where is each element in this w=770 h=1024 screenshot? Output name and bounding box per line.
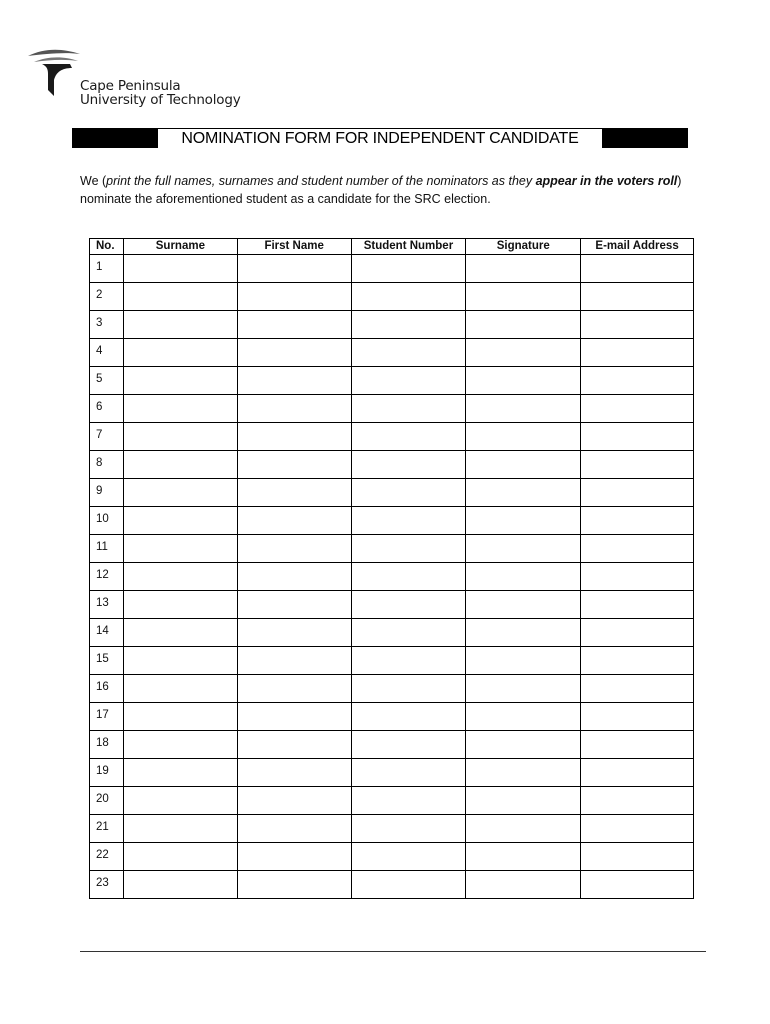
intro-we: We ( [80, 174, 107, 188]
student-number-field[interactable] [351, 367, 466, 395]
email-field[interactable] [581, 703, 694, 731]
signature-field[interactable] [466, 675, 581, 703]
table-row [90, 507, 694, 535]
first-name-field[interactable] [237, 759, 351, 787]
email-field[interactable] [581, 367, 694, 395]
header-no: No. [90, 239, 124, 255]
row-number: 13 [90, 591, 124, 619]
email-field[interactable] [581, 591, 694, 619]
email-field[interactable] [581, 563, 694, 591]
logo-text [80, 79, 241, 107]
email-field[interactable] [581, 283, 694, 311]
header-surname: Surname [123, 239, 237, 255]
table-row [90, 703, 694, 731]
surname-field[interactable] [123, 843, 237, 871]
surname-field[interactable] [123, 619, 237, 647]
email-field[interactable] [581, 395, 694, 423]
row-number: 23 [90, 871, 124, 899]
signature-field[interactable] [466, 787, 581, 815]
row-number: 4 [90, 339, 124, 367]
row-number: 10 [90, 507, 124, 535]
email-field[interactable] [581, 451, 694, 479]
surname-field[interactable] [123, 871, 237, 899]
table-row [90, 871, 694, 899]
row-number: 3 [90, 311, 124, 339]
student-number-field[interactable] [351, 843, 466, 871]
row-number: 14 [90, 619, 124, 647]
first-name-field[interactable] [237, 703, 351, 731]
student-number-field[interactable] [351, 787, 466, 815]
email-field[interactable] [581, 675, 694, 703]
surname-field[interactable] [123, 367, 237, 395]
table-row [90, 647, 694, 675]
table-row [90, 339, 694, 367]
first-name-field[interactable] [237, 311, 351, 339]
first-name-field[interactable] [237, 395, 351, 423]
row-number: 15 [90, 647, 124, 675]
student-number-field[interactable] [351, 423, 466, 451]
student-number-field[interactable] [351, 311, 466, 339]
table-row [90, 535, 694, 563]
email-field[interactable] [581, 759, 694, 787]
cput-logo [26, 46, 246, 110]
surname-field[interactable] [123, 731, 237, 759]
logo-line-2: University of Technology [80, 92, 241, 108]
cput-wing-logo-icon [26, 46, 86, 106]
first-name-field[interactable] [237, 339, 351, 367]
first-name-field[interactable] [237, 507, 351, 535]
signature-field[interactable] [466, 367, 581, 395]
email-field[interactable] [581, 479, 694, 507]
signature-field[interactable] [466, 871, 581, 899]
signature-field[interactable] [466, 759, 581, 787]
signature-field[interactable] [466, 451, 581, 479]
email-field[interactable] [581, 815, 694, 843]
signature-field[interactable] [466, 507, 581, 535]
signature-field[interactable] [466, 311, 581, 339]
surname-field[interactable] [123, 591, 237, 619]
email-field[interactable] [581, 423, 694, 451]
email-field[interactable] [581, 843, 694, 871]
first-name-field[interactable] [237, 731, 351, 759]
signature-field[interactable] [466, 255, 581, 283]
student-number-field[interactable] [351, 703, 466, 731]
row-number: 5 [90, 367, 124, 395]
row-number: 12 [90, 563, 124, 591]
intro-emphasis: appear in the voters roll [535, 174, 678, 188]
row-number: 2 [90, 283, 124, 311]
student-number-field[interactable] [351, 647, 466, 675]
row-number: 19 [90, 759, 124, 787]
row-number: 21 [90, 815, 124, 843]
surname-field[interactable] [123, 759, 237, 787]
first-name-field[interactable] [237, 591, 351, 619]
student-number-field[interactable] [351, 255, 466, 283]
first-name-field[interactable] [237, 479, 351, 507]
footer-divider [80, 951, 706, 952]
surname-field[interactable] [123, 563, 237, 591]
row-number: 16 [90, 675, 124, 703]
first-name-field[interactable] [237, 451, 351, 479]
table-row [90, 563, 694, 591]
signature-field[interactable] [466, 703, 581, 731]
row-number: 18 [90, 731, 124, 759]
student-number-field[interactable] [351, 535, 466, 563]
first-name-field[interactable] [237, 423, 351, 451]
student-number-field[interactable] [351, 591, 466, 619]
table-row [90, 423, 694, 451]
table-row [90, 843, 694, 871]
signature-field[interactable] [466, 591, 581, 619]
row-number: 8 [90, 451, 124, 479]
table-row [90, 451, 694, 479]
table-row [90, 367, 694, 395]
email-field[interactable] [581, 311, 694, 339]
first-name-field[interactable] [237, 675, 351, 703]
header-student-number: Student Number [351, 239, 466, 255]
title-bar [72, 128, 688, 148]
student-number-field[interactable] [351, 815, 466, 843]
signature-field[interactable] [466, 619, 581, 647]
signature-field[interactable] [466, 647, 581, 675]
surname-field[interactable] [123, 703, 237, 731]
first-name-field[interactable] [237, 367, 351, 395]
email-field[interactable] [581, 535, 694, 563]
row-number: 17 [90, 703, 124, 731]
first-name-field[interactable] [237, 871, 351, 899]
student-number-field[interactable] [351, 731, 466, 759]
surname-field[interactable] [123, 479, 237, 507]
signature-field[interactable] [466, 395, 581, 423]
table-row [90, 815, 694, 843]
email-field[interactable] [581, 731, 694, 759]
header-email: E-mail Address [581, 239, 694, 255]
email-field[interactable] [581, 339, 694, 367]
student-number-field[interactable] [351, 339, 466, 367]
row-number: 22 [90, 843, 124, 871]
surname-field[interactable] [123, 423, 237, 451]
email-field[interactable] [581, 647, 694, 675]
surname-field[interactable] [123, 283, 237, 311]
student-number-field[interactable] [351, 759, 466, 787]
header-first-name: First Name [237, 239, 351, 255]
table-header-row [90, 239, 694, 255]
surname-field[interactable] [123, 311, 237, 339]
table-row [90, 759, 694, 787]
surname-field[interactable] [123, 507, 237, 535]
signature-field[interactable] [466, 339, 581, 367]
student-number-field[interactable] [351, 395, 466, 423]
student-number-field[interactable] [351, 479, 466, 507]
surname-field[interactable] [123, 647, 237, 675]
logo-line-1: Cape Peninsula [80, 78, 181, 94]
row-number: 7 [90, 423, 124, 451]
first-name-field[interactable] [237, 619, 351, 647]
intro-text [80, 172, 720, 208]
intro-line-2: nominate the aforementioned student as a candidate for the SRC election. [80, 192, 491, 206]
student-number-field[interactable] [351, 619, 466, 647]
table-row [90, 731, 694, 759]
nominators-table [89, 238, 694, 899]
intro-line-1 [80, 172, 720, 190]
header-signature: Signature [466, 239, 581, 255]
table-row [90, 619, 694, 647]
form-title: NOMINATION FORM FOR INDEPENDENT CANDIDATE [158, 129, 602, 148]
surname-field[interactable] [123, 787, 237, 815]
surname-field[interactable] [123, 395, 237, 423]
first-name-field[interactable] [237, 535, 351, 563]
signature-field[interactable] [466, 423, 581, 451]
surname-field[interactable] [123, 339, 237, 367]
student-number-field[interactable] [351, 283, 466, 311]
first-name-field[interactable] [237, 647, 351, 675]
table-row [90, 395, 694, 423]
table-row [90, 283, 694, 311]
student-number-field[interactable] [351, 675, 466, 703]
table-row [90, 787, 694, 815]
signature-field[interactable] [466, 479, 581, 507]
first-name-field[interactable] [237, 787, 351, 815]
signature-field[interactable] [466, 843, 581, 871]
email-field[interactable] [581, 255, 694, 283]
signature-field[interactable] [466, 283, 581, 311]
table-row [90, 591, 694, 619]
intro-close: ) [677, 174, 682, 188]
surname-field[interactable] [123, 815, 237, 843]
table-row [90, 675, 694, 703]
email-field[interactable] [581, 871, 694, 899]
table-row [90, 311, 694, 339]
signature-field[interactable] [466, 731, 581, 759]
intro-instruction: print the full names, surnames and student number of the nominators as they [106, 174, 536, 188]
email-field[interactable] [581, 787, 694, 815]
signature-field[interactable] [466, 563, 581, 591]
row-number: 9 [90, 479, 124, 507]
first-name-field[interactable] [237, 283, 351, 311]
surname-field[interactable] [123, 675, 237, 703]
row-number: 20 [90, 787, 124, 815]
first-name-field[interactable] [237, 843, 351, 871]
surname-field[interactable] [123, 255, 237, 283]
table-row [90, 255, 694, 283]
row-number: 6 [90, 395, 124, 423]
first-name-field[interactable] [237, 255, 351, 283]
row-number: 1 [90, 255, 124, 283]
signature-field[interactable] [466, 815, 581, 843]
email-field[interactable] [581, 507, 694, 535]
first-name-field[interactable] [237, 563, 351, 591]
surname-field[interactable] [123, 451, 237, 479]
signature-field[interactable] [466, 535, 581, 563]
student-number-field[interactable] [351, 451, 466, 479]
student-number-field[interactable] [351, 563, 466, 591]
email-field[interactable] [581, 619, 694, 647]
surname-field[interactable] [123, 535, 237, 563]
student-number-field[interactable] [351, 507, 466, 535]
table-row [90, 479, 694, 507]
student-number-field[interactable] [351, 871, 466, 899]
row-number: 11 [90, 535, 124, 563]
first-name-field[interactable] [237, 815, 351, 843]
